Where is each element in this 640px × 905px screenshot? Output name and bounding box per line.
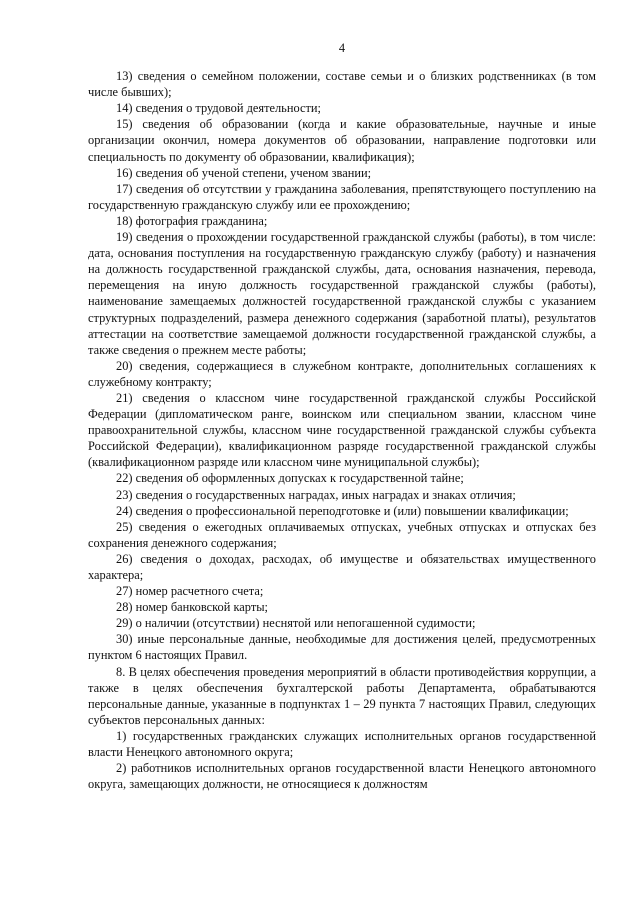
paragraph: 8. В целях обеспечения проведения мероприятий в области противодействия коррупции, а также в целях обеспечения бухгалтерской работы Департамента, обрабатываются персональные данные, указанные в подпунктах 1 – 29 пункта 7 настоящих Правил, следующих субъектов персональных данных: (88, 664, 596, 727)
paragraph: 16) сведения об ученой степени, ученом звании; (116, 165, 372, 180)
paragraph: 14) сведения о трудовой деятельности; (116, 101, 321, 116)
document-body (88, 68, 596, 792)
paragraph: 27) номер расчетного счета; (116, 584, 264, 599)
page-number: 4 (338, 41, 346, 55)
paragraph: 24) сведения о профессиональной переподготовке и (или) повышении квалификации; (116, 503, 569, 518)
paragraph: 29) о наличии (отсутствии) неснятой или непогашенной судимости; (116, 616, 476, 631)
paragraph: 28) номер банковской карты; (116, 600, 268, 615)
paragraph: 19) сведения о прохождении государственной гражданской службы (работы), в том числе: дата, основания поступления на государственную гражданскую службу (работу) и назначения на должность государственной гражданской службы, дата, основания назначения, перевода, перемещения на иную должность государственной гражданской службы (работы), наименование замещаемых должностей государственной гражданской службы с указанием структурных подразделений, размера денежного содержания (заработной платы), результатов аттестации на соответствие замещаемой должности государственной гражданской службы, а также сведения о прежнем месте работы; (88, 230, 596, 357)
paragraph: 23) сведения о государственных наградах, иных наградах и знаках отличия; (116, 487, 516, 502)
paragraph: 15) сведения об образовании (когда и какие образовательные, научные и иные организации окончил, номера документов об образовании, направление подготовки или специальность по документу об образовании, квалификация); (88, 117, 596, 164)
paragraph: 20) сведения, содержащиеся в служебном контракте, дополнительных соглашениях к служебному контракту; (88, 358, 596, 389)
paragraph: 26) сведения о доходах, расходах, об имуществе и обязательствах имущественного характера; (88, 551, 596, 582)
paragraph: 18) фотография гражданина; (116, 213, 268, 228)
paragraph: 21) сведения о классном чине государственной гражданской службы Российской Федерации (дипломатическом ранге, воинском или специальном звании, классном чине правоохранительной службы, классном чине государственной гражданской службы субъекта Российской Федерации), квалификационном разряде государственной гражданской службы (квалификационном разряде или классном чине муниципальной службы); (88, 390, 596, 470)
paragraph: 30) иные персональные данные, необходимые для достижения целей, предусмотренных пунктом 6 настоящих Правил. (88, 632, 596, 663)
paragraph: 17) сведения об отсутствии у гражданина заболевания, препятствующего поступлению на государственную гражданскую службу или ее прохождению; (88, 181, 596, 212)
paragraph: 1) государственных гражданских служащих исполнительных органов государственной власти Ненецкого автономного округа; (88, 728, 596, 760)
paragraph: 2) работников исполнительных органов государственной власти Ненецкого автономного округа, замещающих должности, не относящиеся к должностям (88, 761, 596, 792)
paragraph: 25) сведения о ежегодных оплачиваемых отпусках, учебных отпусках и отпусках без сохранения денежного содержания; (88, 519, 596, 550)
paragraph: 13) сведения о семейном положении, составе семьи и о близких родственниках (в том числе бывших); (88, 69, 596, 100)
paragraph: 22) сведения об оформленных допусках к государственной тайне; (116, 471, 464, 486)
